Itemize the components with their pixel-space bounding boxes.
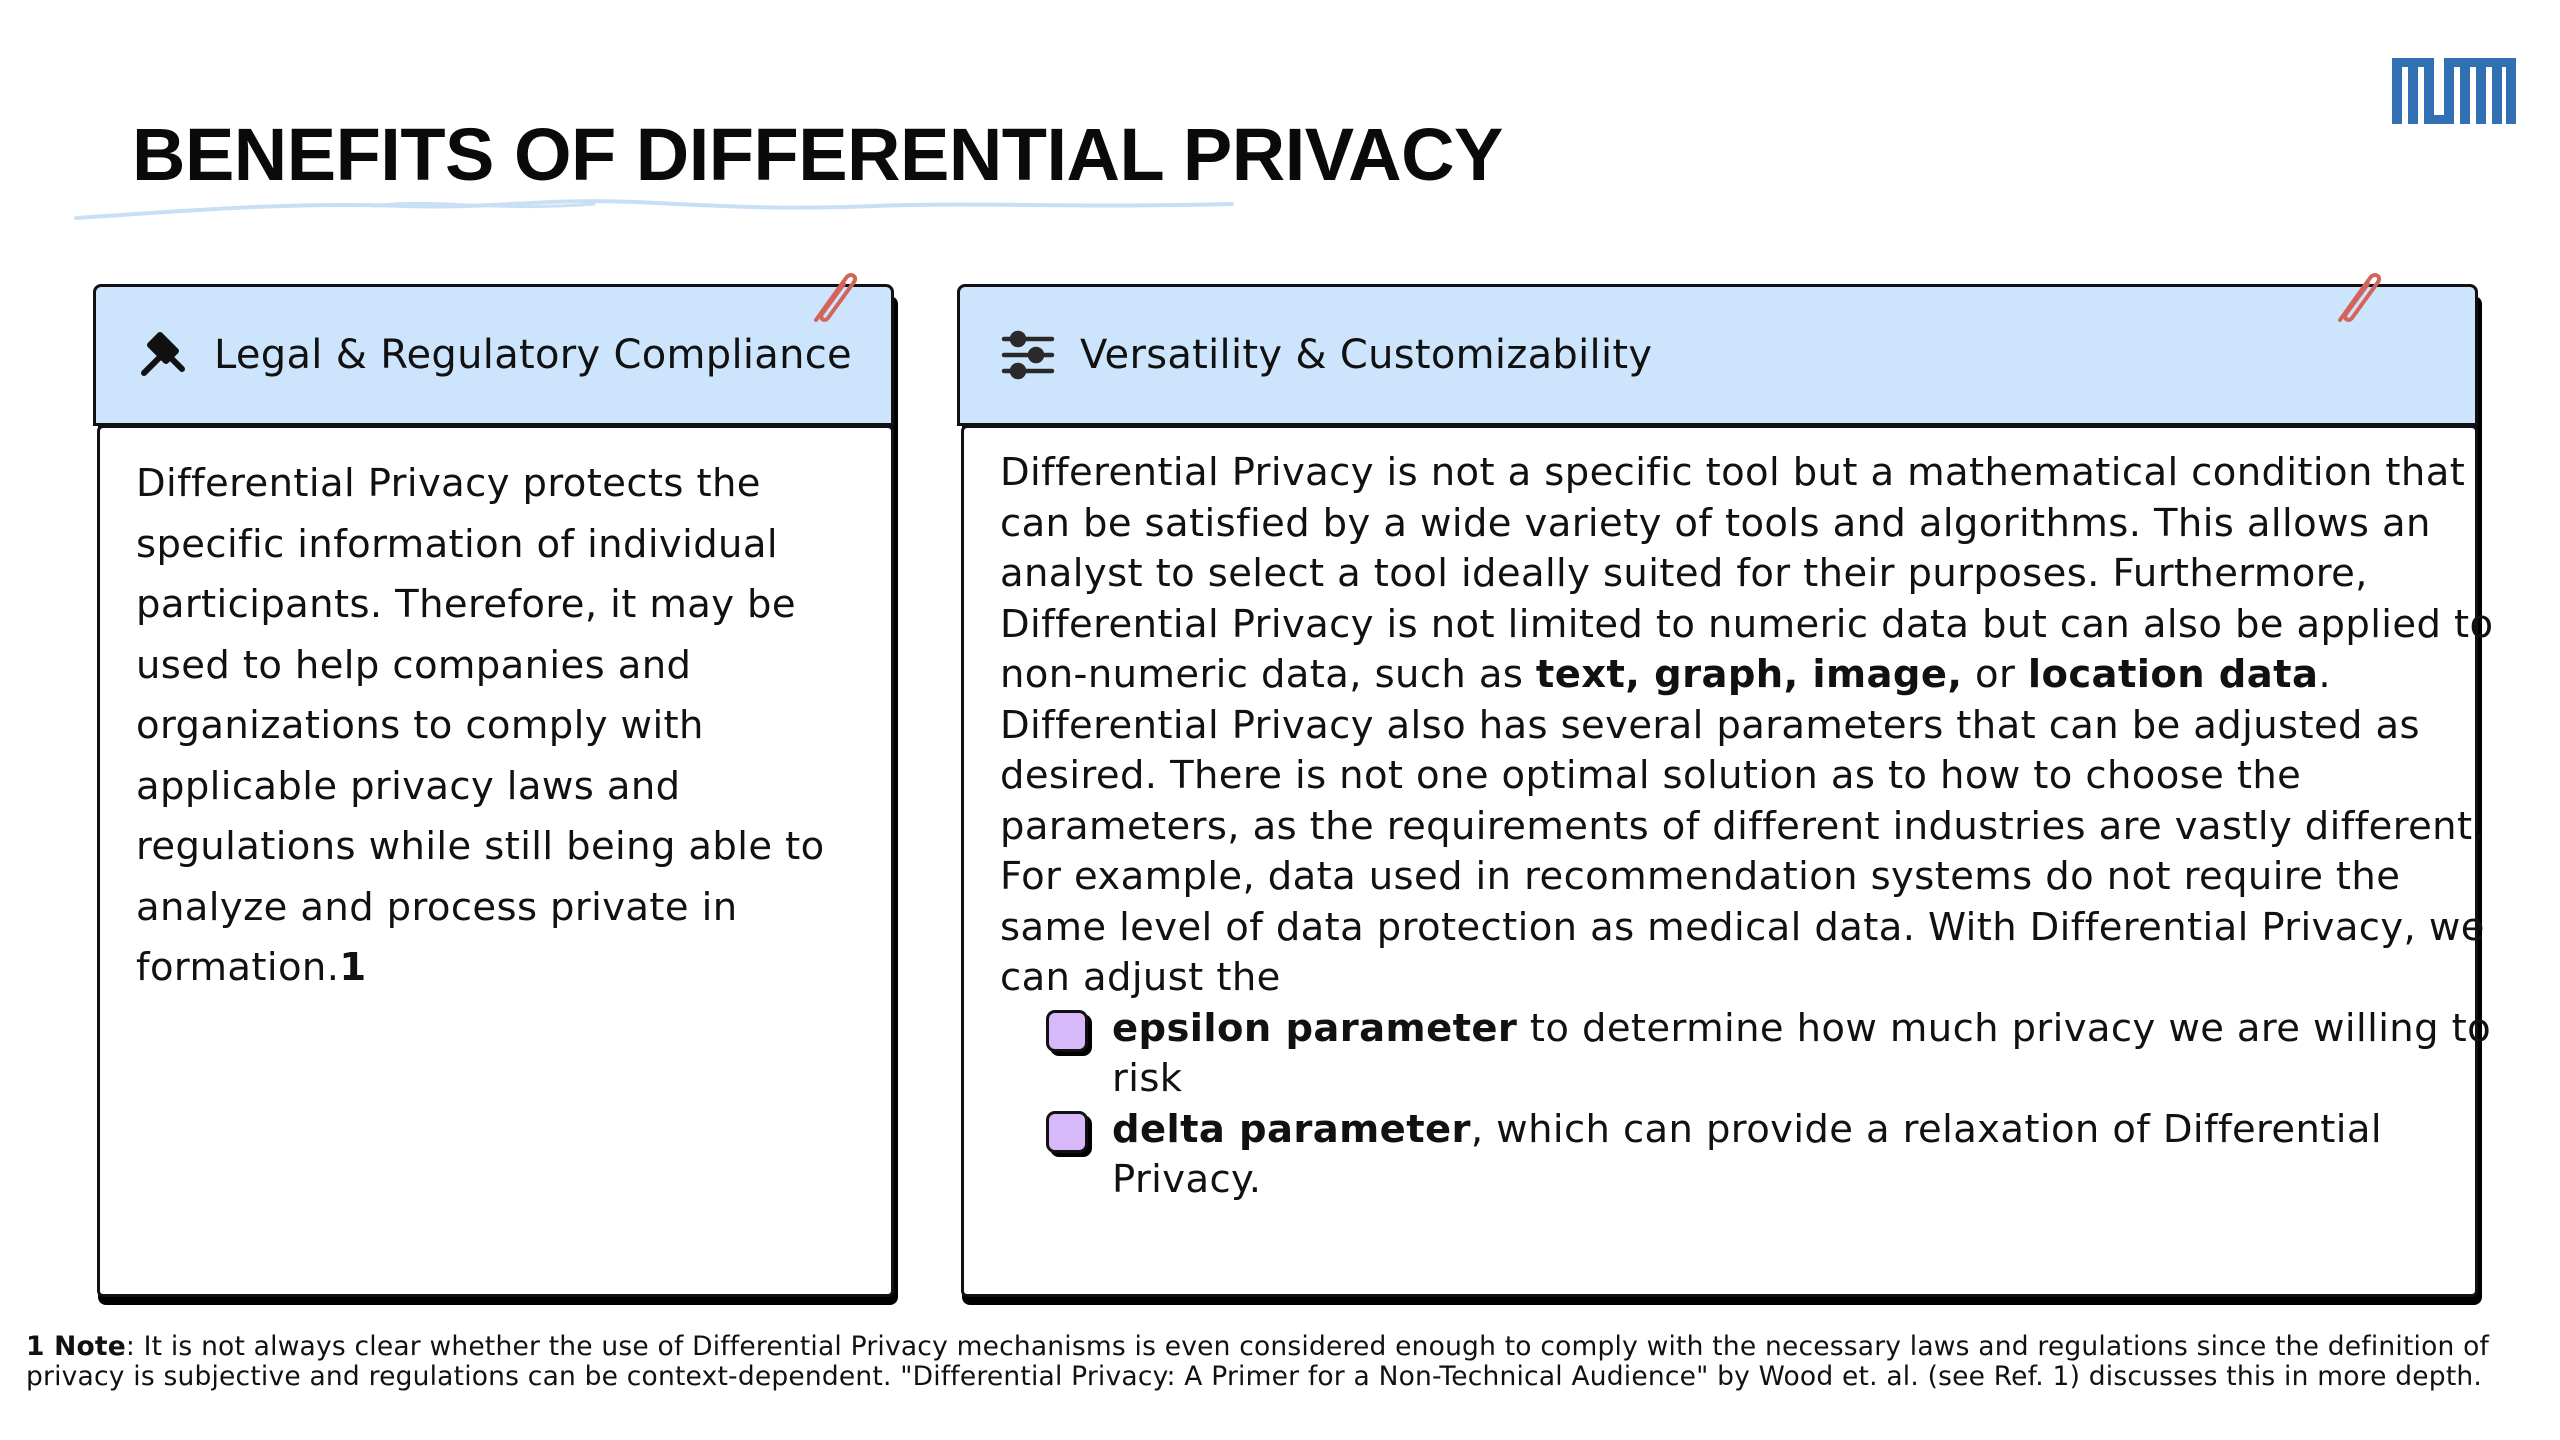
footnote-ref[interactable]: 1	[339, 945, 367, 990]
card-body-text	[1000, 448, 2510, 1206]
card-body-text: Differential Privacy protects the specific information of individual participants. Therefore, it may be used to help companies and organizations to comply with applicable privacy laws and regulations while still being able to analyze and process private in formation.1	[136, 461, 825, 990]
card-title: Legal & Regulatory Compliance	[214, 332, 852, 378]
card-body	[961, 425, 2494, 1297]
card-body	[97, 425, 894, 1297]
footnote-text: : It is not always clear whether the use of Differential Privacy mechanisms is even considered enough to comply with the necessary laws and regulations since the definition of privacy is subjective and regulations can be context-dependent. "Differential Privacy: A Primer for a Non-Technical Audience" by Wood et. al. (see Ref. 1) discusses this in more depth.	[26, 1331, 2490, 1392]
list-item: delta parameter, which can provide a relaxation of Differential Privacy.	[1112, 1105, 2510, 1206]
page-title: BENEFITS OF DIFFERENTIAL PRIVACY	[132, 113, 1503, 196]
sliders-icon	[1000, 327, 1056, 383]
card-header	[93, 284, 894, 426]
paragraph-versatility: Differential Privacy is not a specific tool but a mathematical condition that can be satisfied by a wide variety of tools and algorithms. This allows an analyst to select a tool ideally suited for their purposes. Furthermore, Differential Privacy is not limited to numeric data but can also be applied to non-numeric data, such as text, graph, image, or location data.	[1000, 450, 2494, 697]
parameter-list	[1000, 1004, 2510, 1206]
paragraph-parameters: Differential Privacy also has several parameters that can be adjusted as desired. There is not one optimal solution as to how to choose the parameters, as the requirements of different industries are vastly different. For example, data used in recommendation systems do not require the same level of data protection as medical data. With Differential Privacy, we can adjust the	[1000, 702, 2486, 1000]
footnote-label: 1 Note	[26, 1331, 126, 1362]
gavel-icon	[136, 327, 192, 383]
paperclip-icon	[2330, 268, 2384, 328]
list-item: epsilon parameter to determine how much privacy we are willing to risk	[1112, 1004, 2510, 1105]
checkbox-icon	[1046, 1111, 1092, 1157]
title-underline-decoration	[74, 188, 1234, 228]
footnote	[26, 1332, 2546, 1392]
checkbox-icon	[1046, 1010, 1092, 1056]
tum-logo	[2392, 58, 2516, 124]
card-header	[957, 284, 2478, 426]
paperclip-icon	[806, 268, 860, 328]
card-title: Versatility & Customizability	[1080, 332, 1653, 378]
